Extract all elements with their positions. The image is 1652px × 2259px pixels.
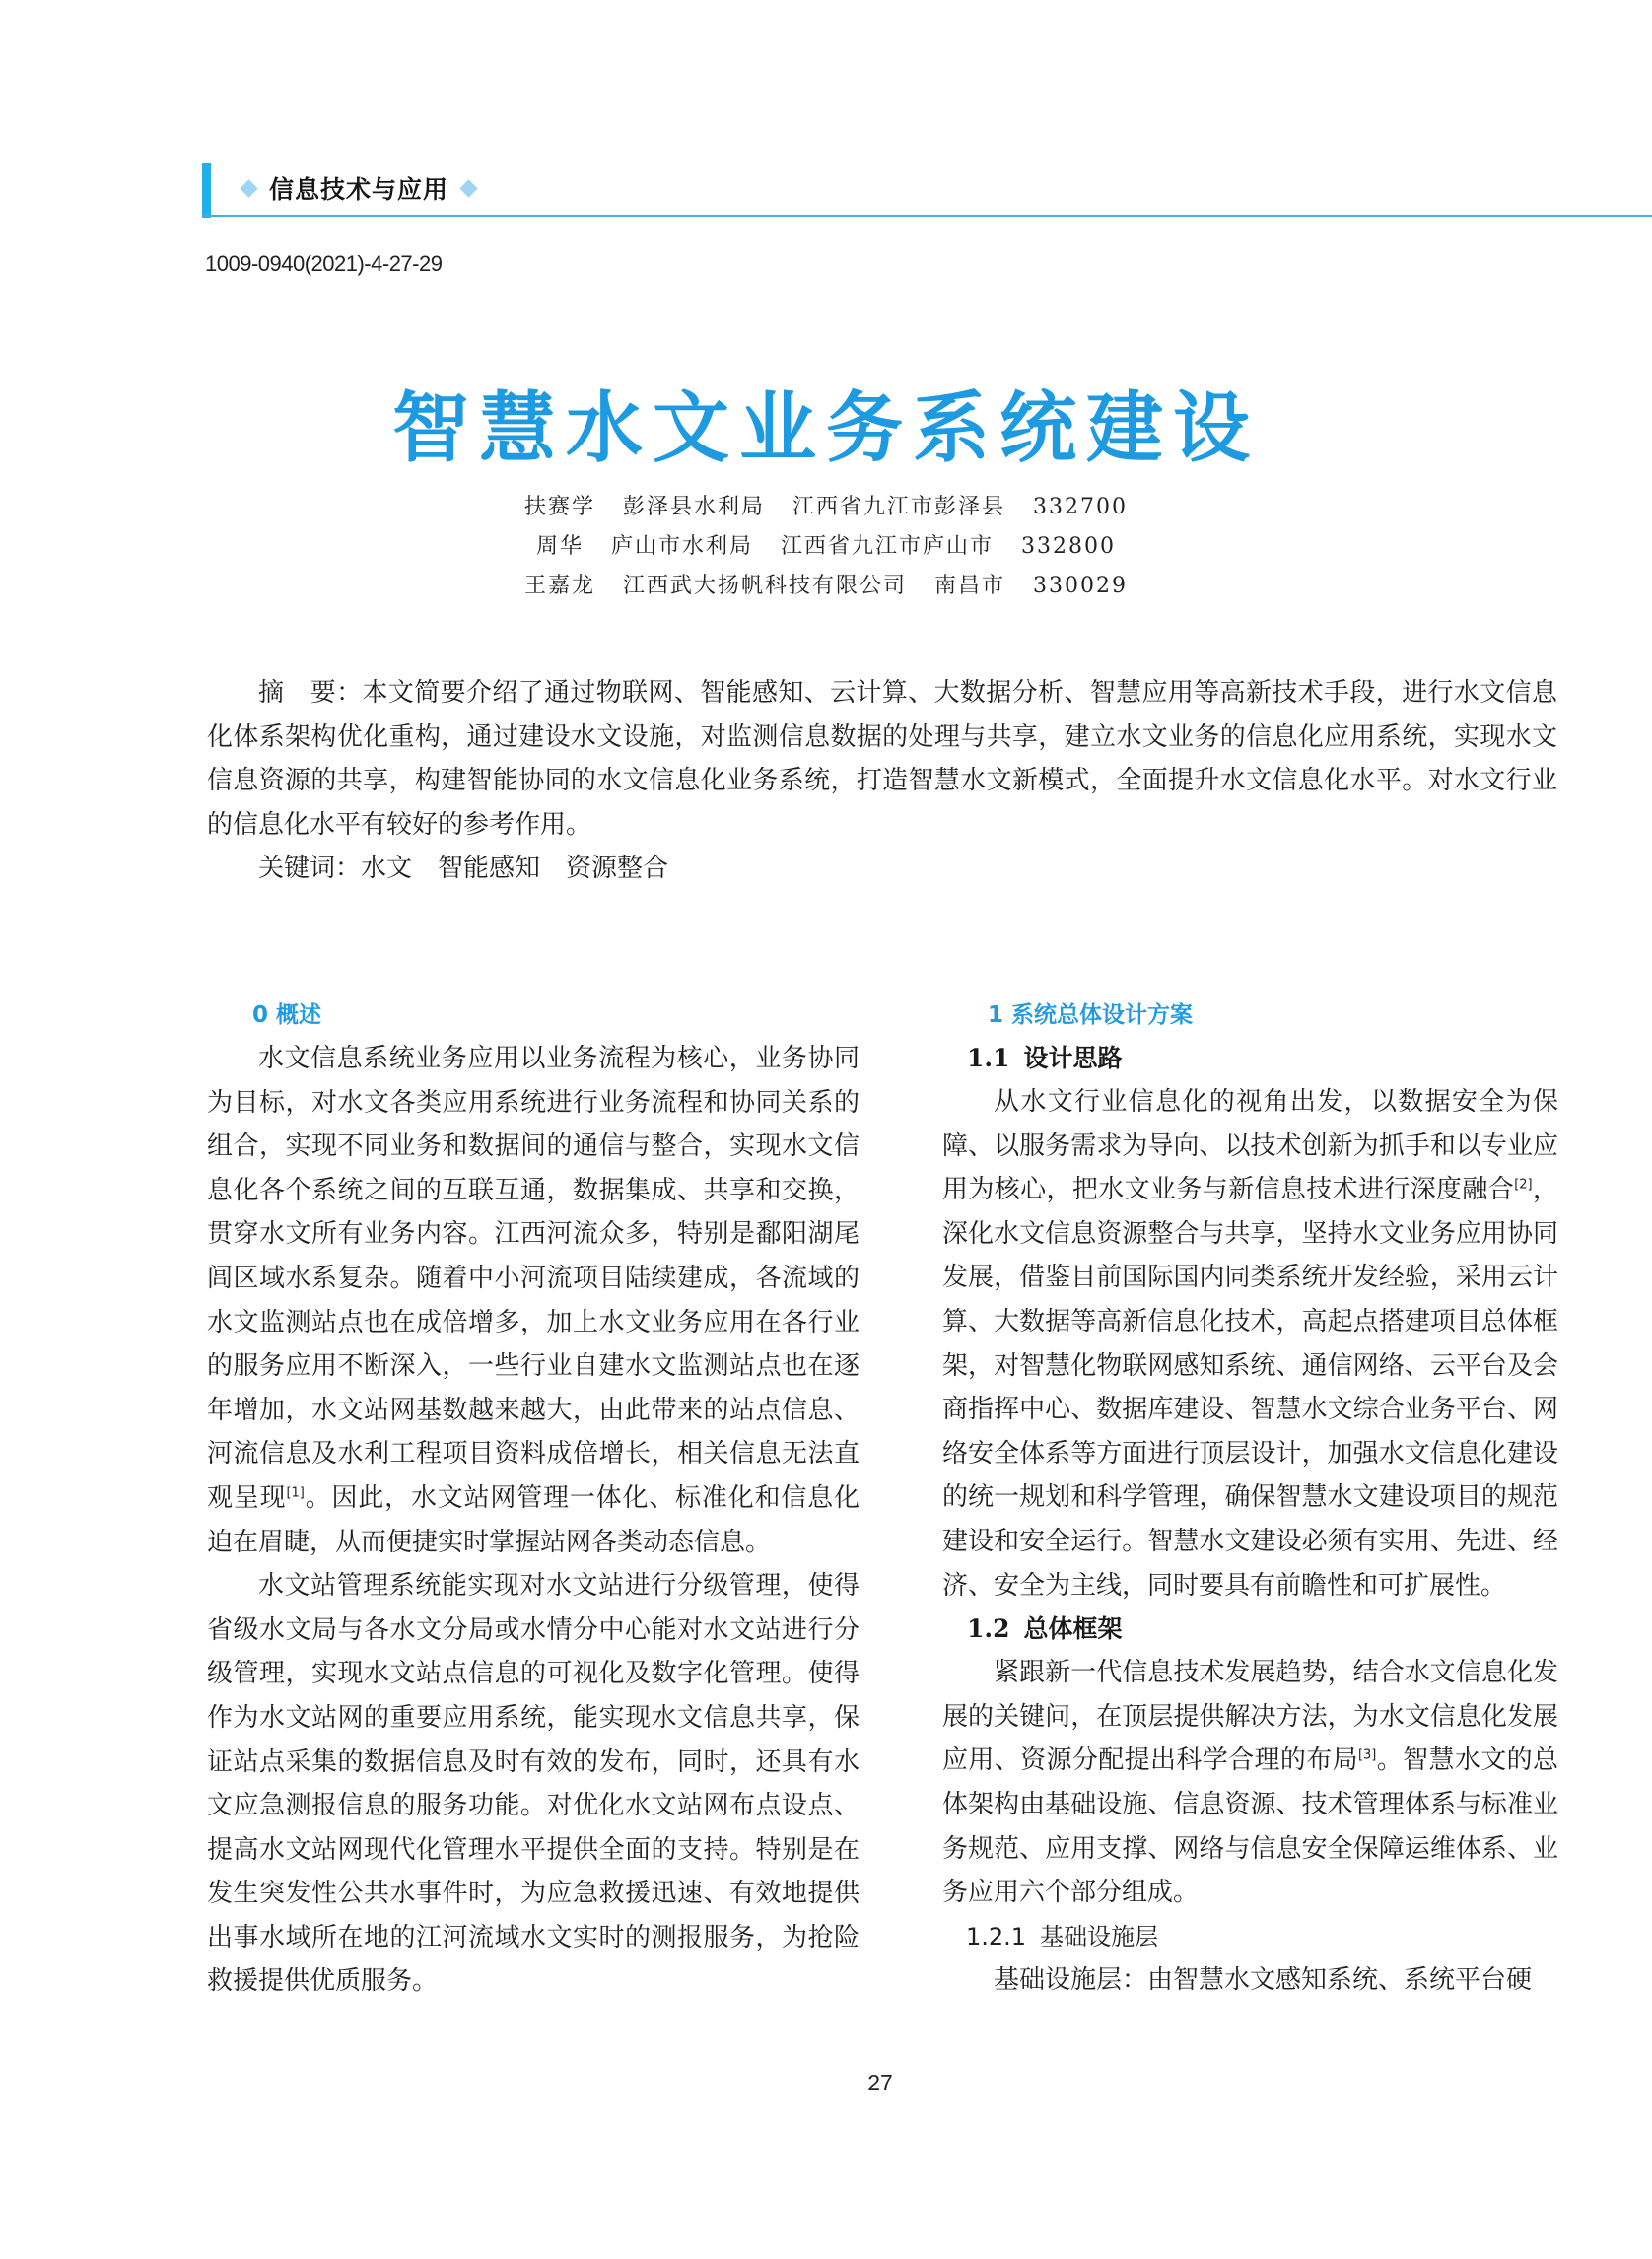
paragraph-text: 水文信息系统业务应用以业务流程为核心，业务协同为目标，对水文各类应用系统进行业务流程和协同关系的组合，实现不同业务和数据间的通信与整合，实现水文信息化各个系统之间的互联互通，数据集成、共享和交换，贯穿水文所有业务内容。江西河流众多，特别是鄱阳湖尾闾区域水系复杂。随着中小河流项目陆续建成，各流域的水文监测站点也在成倍增多，加上水文业务应用在各行业的服务应用不断深入，一些行业自建水文监测站点也在逐年增加，水文站网基数越来越大，由此带来的站点信息、河流信息及水利工程项目资料成倍增长，相关信息无法直观呈现	[207, 1044, 860, 1513]
author-list	[0, 488, 1652, 606]
paragraph	[942, 1080, 1558, 1608]
author-location: 江西省九江市庐山市	[781, 534, 995, 559]
paragraph-text: 从水文行业信息化的视角出发，以数据安全为保障、以服务需求为导向、以技术创新为抓手和以专业应用为核心，把水文业务与新信息技术进行深度融合	[942, 1087, 1558, 1205]
paragraph: 基础设施层：由智慧水文感知系统、系统平台硬	[994, 1964, 1533, 1995]
paragraph-text: ，深化水文信息资源整合与共享，坚持水文业务应用协同发展，借鉴目前国际国内同类系统开发经验，采用云计算、大数据等高新信息化技术，高起点搭建项目总体框架，对智慧化物联网感知系统、通信网络、云平台及会商指挥中心、数据库建设、智慧水文综合业务平台、网络安全体系等方面进行顶层设计，加强水文信息化建设的统一规划和科学管理，确保智慧水文建设项目的规范建设和安全运行。智慧水文建设必须有实用、先进、经济、安全为主线，同时要具有前瞻性和可扩展性。	[942, 1175, 1558, 1601]
subsection-title: 总体框架	[1023, 1614, 1123, 1644]
paragraph-text: 水文站管理系统能实现对水文站进行分级管理，使得省级水文局与各水文分局或水情分中心能对水文站进行分级管理，实现水文站点信息的可视化及数字化管理。使得作为水文站网的重要应用系统，能实现水文信息共享，保证站点采集的数据信息及时有效的发布，同时，还具有水文应急测报信息的服务功能。对优化水文站网布点设点、提高水文站网现代化管理水平提供全面的支持。特别是在发生突发性公共水事件时，为应急救援迅速、有效地提供出事水域所在地的江河流域水文实时的测报服务，为抢险救援提供优质服务。	[207, 1571, 860, 1997]
subsection-number: 1.2	[967, 1614, 1010, 1644]
abstract-label: 摘 要：	[258, 678, 363, 708]
subsubsection-heading	[942, 1915, 1558, 1958]
paragraph-text: 。因此，水文站网管理一体化、标准化和信息化迫在眉睫，从而便捷实时掌握站网各类动态信息。	[207, 1482, 860, 1557]
author-affiliation: 庐山市水利局	[611, 534, 754, 559]
author-line	[0, 527, 1652, 567]
citation[interactable]: [1]	[286, 1485, 305, 1501]
paragraph-text: 。智慧水文的总体架构由基础设施、信息资源、技术管理体系与标准业务规范、应用支撑、网络与信息安全保障运维体系、业务应用六个部分组成。	[942, 1746, 1558, 1908]
subsection-title: 设计思路	[1023, 1044, 1123, 1072]
author-name: 周华	[535, 534, 584, 559]
article-title: 智慧水文业务系统建设	[391, 384, 1260, 473]
subsubsection-number: 1.2.1	[966, 1922, 1027, 1951]
author-postcode: 332800	[1021, 534, 1117, 559]
author-location: 江西省九江市彭泽县	[792, 495, 1006, 519]
author-name: 王嘉龙	[523, 574, 595, 598]
section-header-bar	[202, 163, 211, 218]
subsection-heading	[942, 1037, 1558, 1080]
subsubsection-title: 基础设施层	[1040, 1922, 1159, 1951]
subsection-number: 1.1	[967, 1044, 1010, 1072]
paragraph	[942, 1651, 1558, 1915]
diamond-icon	[459, 179, 477, 197]
author-line	[0, 567, 1652, 606]
section-header-rule	[202, 215, 1652, 217]
left-column	[207, 993, 860, 2004]
subsection-heading	[942, 1608, 1558, 1651]
paragraph-text: 紧跟新一代信息技术发展趋势，结合水文信息化发展的关键问，在顶层提供解决方法，为水文信息化发展应用、资源分配提出科学合理的布局	[942, 1658, 1558, 1776]
journal-code: 1009-0940(2021)-4-27-29	[205, 251, 443, 276]
paragraph	[207, 1037, 860, 1564]
author-postcode: 330029	[1033, 574, 1129, 598]
author-location: 南昌市	[934, 574, 1006, 598]
keywords	[207, 847, 1557, 891]
author-affiliation: 江西武大扬帆科技有限公司	[623, 574, 908, 598]
diamond-icon	[240, 179, 257, 197]
author-postcode: 332700	[1033, 495, 1129, 519]
keyword: 水文	[361, 854, 413, 883]
section-heading: 0 概述	[252, 1002, 322, 1028]
abstract-text: 本文简要介绍了通过物联网、智能感知、云计算、大数据分析、智慧应用等高新技术手段，进行水文信息化体系架构优化重构，通过建设水文设施，对监测信息数据的处理与共享，建立水文业务的信息化应用系统，实现水文信息资源的共享，构建智能协同的水文信息化业务系统，打造智慧水文新模式，全面提升水文信息化水平。对水文行业的信息化水平有较好的参考作用。	[207, 678, 1557, 840]
citation[interactable]: [3]	[1357, 1747, 1377, 1763]
abstract-body	[207, 671, 1557, 847]
right-column	[942, 993, 1558, 2002]
page-number: 27	[867, 2070, 893, 2095]
keyword: 资源整合	[566, 854, 669, 883]
author-line	[0, 488, 1652, 527]
section-heading: 1 系统总体设计方案	[988, 1002, 1194, 1028]
section-header-label: 信息技术与应用	[269, 175, 449, 204]
keyword: 智能感知	[438, 854, 541, 883]
keywords-label: 关键词：	[258, 854, 362, 883]
citation[interactable]: [2]	[1514, 1177, 1533, 1193]
paragraph	[207, 1564, 860, 2004]
abstract	[207, 671, 1557, 891]
author-name: 扶赛学	[523, 495, 595, 519]
section-header	[237, 168, 481, 209]
author-affiliation: 彭泽县水利局	[623, 495, 766, 519]
